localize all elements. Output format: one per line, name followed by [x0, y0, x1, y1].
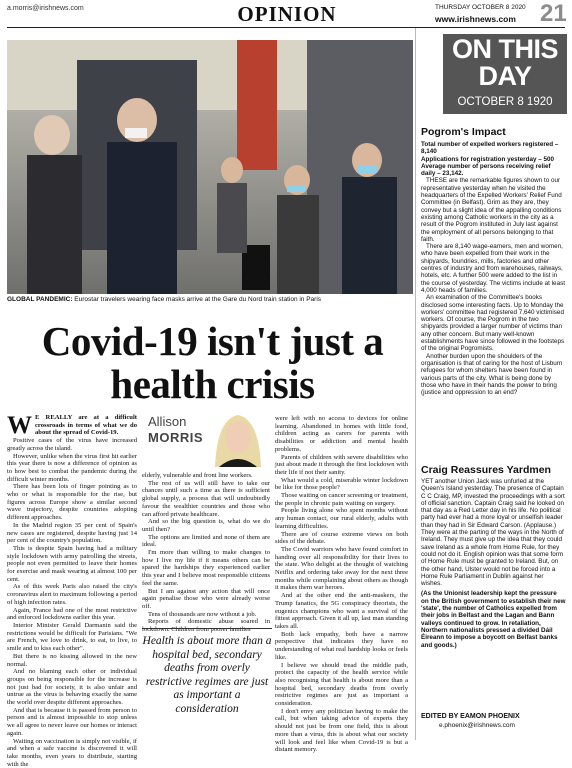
- paragraph: Those waiting on cancer screening or treatment, the people in chronic pain waiting on surgery.: [275, 492, 408, 507]
- paragraph: There are 8,140 wage-earners, men and women, who have been expelled from their work in the shipyards, foundries, mills, factories and other centres of industry and from warehouses, railways, hotels, etc. A further 500 were added to the list in the course of yesterday. The victims include at least 4,000 heads of families.: [421, 243, 565, 294]
- paragraph: I believe we should tread the middle path, protect the capacity of the health service while also recognising that health is about more than a hospital bed, secondary deaths from overly restrictive regimes are just as important a consideration.: [275, 661, 408, 708]
- paragraph: There has been lots of finger pointing as to who or what is responsible for the rise, but figures across Europe show a similar second wave trajectory, despite countries adopting different approaches.: [7, 483, 137, 522]
- story-heading: Pogrom's Impact: [421, 126, 506, 138]
- paragraph: I'm more than willing to make changes to how I live my life if it means others can be spared the hardships they experienced earlier this year and I believe most responsible citizens feel the same.: [142, 549, 270, 587]
- caption-text: Eurostar travelers wearing face masks arrive at the Gare du Nord train station in Paris: [72, 296, 322, 303]
- paragraph: Reports of domestic abuse soared in lockdown. Children from poorer families: [142, 618, 270, 634]
- on-this-day-date: OCTOBER 8 1920: [457, 96, 553, 108]
- byline-first-name: Allison: [148, 414, 187, 429]
- paragraph: In the Madrid region 35 per cent of Spain's new cases are registered, despite having just 14 per cent of the country's population.: [7, 521, 137, 545]
- paragraph: There are of course extreme views on both sides of the debate.: [275, 530, 408, 546]
- paragraph: The options are limited and none of them are ideal.: [142, 533, 270, 549]
- header-divider: [7, 27, 565, 28]
- paragraph: The rest of us will still have to take our chances until such a time as there is sufficient global supply, a process that will undoubtedly favour the wealthier countries and those who can afford private healthcare.: [142, 479, 270, 518]
- section-title: OPINION: [237, 2, 337, 26]
- story-body: [421, 478, 566, 708]
- paragraph: Positive cases of the virus have increased greatly across the island.: [7, 437, 137, 452]
- caption-label: GLOBAL PANDEMIC:: [7, 296, 73, 303]
- column-divider: [415, 28, 416, 740]
- author-email: a.morris@irishnews.com: [7, 5, 84, 12]
- editor-note: (As the Unionist leadership kept the pressure on the British government to establish their new 'state', the number of Catholics expelled from their jobs in Belfast and the Lagan and Bann valleys continued to grow. In retaliation, Northern nationalists pressed a divided Dáil Éireann to impose a boycott on Belfast banks and goods.): [421, 590, 566, 649]
- paragraph: Parents of children with severe disabilities who just about made it through the first lockdown with their life if not their sanity.: [275, 453, 408, 476]
- editor-credit: EDITED BY EAMON PHOENIX: [421, 713, 520, 720]
- stat-line: Total number of expelled workers registered – 8,140: [421, 141, 559, 156]
- stat-line: Applications for registration yesterday – 500: [421, 155, 554, 163]
- editor-email: e.phoenix@irishnews.com: [439, 722, 515, 729]
- author-photo: [205, 407, 270, 467]
- drop-cap: W: [7, 412, 32, 439]
- paragraph: YET another Union Jack was unfurled at the Queen's Island yesterday. The presence of Captain C C Craig, MP, invested the proceedings with a sort of official sanction. Captain Craig said he looked on that day as a Red Letter day in his life. No political party had ever had a more loyal or unselfish leader than they had in Sir Edward Carson. (Applause.) They were at the parting of the ways in the North of Ireland. They must give up the idea that they could save Ireland as a whole from Home Rule, for they could not do it. English opinion was that some form of Home Rule must be granted to Ireland. But, on the other hand, Ulster would not be forced into a Home Rule Parliament in Dublin against her wishes.: [421, 478, 565, 588]
- paragraph: And no blaming each other or individual groups on being responsible for the increase is not just bad for society, it is also unfair and untrue as the virus is behaving exactly the same the world over despite different approaches.: [7, 668, 137, 707]
- paragraph: However, unlike when the virus first hit earlier this year there is now a difference of opinion as to how best to combat the pandemic during the difficult winter months.: [7, 452, 137, 483]
- news-photo: [7, 40, 413, 294]
- story-body: [421, 141, 566, 461]
- paragraph: But there is no kissing allowed in the new normal.: [7, 652, 137, 668]
- paragraph: And so the big question is, what do we do until then?: [142, 518, 270, 533]
- paragraph: The Covid warriors who have found comfort in handing over all responsibility for their lives to the state. Who delight at the thought of watching Netflix and ordering take away for the next three months while complaining about others as though it makes them war heroes.: [275, 545, 408, 592]
- article-column-2: [142, 472, 270, 634]
- paragraph: But I am against any action that will once again penalise those who were already worse off.: [142, 587, 270, 610]
- paragraph: THESE are the remarkable figures shown to our representative yesterday when he visited the headquarters of the Expelled Workers' Relief Fund Committee (in Belfast). Grim as they are, they convey but a slight idea of the appalling conditions existing among Catholic workers in the city as a result of the Pogrom instituted in July last against the employment of all persons belonging to that faith.: [421, 177, 562, 243]
- paragraph: As of this week Paris also raised the city's coronavirus alert to maximum following a period of high infection rates.: [7, 583, 138, 606]
- page-number: 21: [540, 0, 567, 27]
- paragraph: Interior Minister Gerald Darmanin said the restrictions would be difficult for Parisians. "We are French, we love to drink, to eat, to live, to smile and to kiss each other".: [7, 621, 137, 653]
- paragraph: Tens of thousands are now without a job.: [148, 610, 257, 618]
- photo-caption: [7, 296, 413, 303]
- article-column-3: [275, 415, 408, 754]
- paragraph: This is despite Spain having had a military style lockdown with army patrolling the streets, people not even permitted to leave their homes for exercise and mask wearing at almost 100 per cent.: [7, 544, 137, 583]
- paragraph: And at the other end the anti-maskers, the Trump fanatics, the 5G conspiracy theorists, the eugenics champions who want a survival of the fittest approach. Given it all up, last man standing takes all.: [275, 592, 408, 630]
- on-this-day-title: ON THIS DAY: [451, 34, 558, 91]
- paragraph: Another burden upon the shoulders of the organisation is that of caring for the host of Lisburn refugees for whom shelters have been found in various parts of the city. What is being done by those who have in their hands the power to bring (justice and oppression to an end?: [421, 352, 563, 397]
- paragraph: And that is because it is passed from person to person and is almost impossible to stop unless we all agree to never leave our homes or interact again.: [7, 706, 137, 737]
- paragraph: People living alone who spent months without any human contact, our rural elderly, adults with learning difficulties.: [275, 507, 408, 530]
- paragraph: Both lack empathy, both have a narrow perspective that indicates they have no understanding of what real hardship looks or feels like.: [275, 630, 408, 661]
- paragraph: elderly, vulnerable and front line workers.: [142, 472, 253, 479]
- article-headline: Covid-19 isn't just a health crisis: [41, 318, 384, 407]
- paragraph: E REALLY are at a difficult crossroads in terms of what we do about the spread of Covid-19.: [35, 414, 137, 437]
- byline-last-name: MORRIS: [148, 430, 203, 445]
- paragraph: Waiting on vaccination is simply not visible, if and when a safe vaccine is discovered it will take months, even years to distribute, starting with the: [7, 737, 137, 768]
- paragraph: What would a cold, miserable winter lockdown be like for those people?: [275, 476, 408, 492]
- paragraph: I don't envy any politician having to make the call, but when taking advice of experts they should not just be from one field, this is about more than a virus, this is about what our society will look and feel like when Covid-19 is but a distant memory.: [275, 707, 408, 754]
- story-heading: Craig Reassures Yardmen: [421, 464, 551, 476]
- stat-line: Average number of persons receiving relief daily – 23,142.: [421, 162, 551, 178]
- paragraph: were left with no access to devices for online learning. Abandoned in homes with little food, children acting as carers for parents with disabilities or addiction and mental health problems.: [275, 415, 408, 453]
- pull-quote: Health is about more than a hospital bed, secondary deaths from overly restrictive regimes are just as important a consideration: [142, 628, 272, 716]
- paragraph: Again, France had one of the most restrictive and enforced lockdowns earlier this year.: [7, 606, 137, 622]
- website-address: www.irishnews.com: [435, 14, 516, 24]
- article-column-1: [7, 412, 138, 768]
- paragraph: An examination of the Committee's books disclosed some interesting facts. Up to Monday the workers' committee had registered 7,640 victimised workers. Of course, the Pogrom in the two shipyards provided a larger number of victims than any other concern. But many well-known establishments have since followed in the footsteps of the original Pogromists.: [421, 294, 565, 353]
- issue-date: THURSDAY OCTOBER 8 2020: [435, 4, 526, 11]
